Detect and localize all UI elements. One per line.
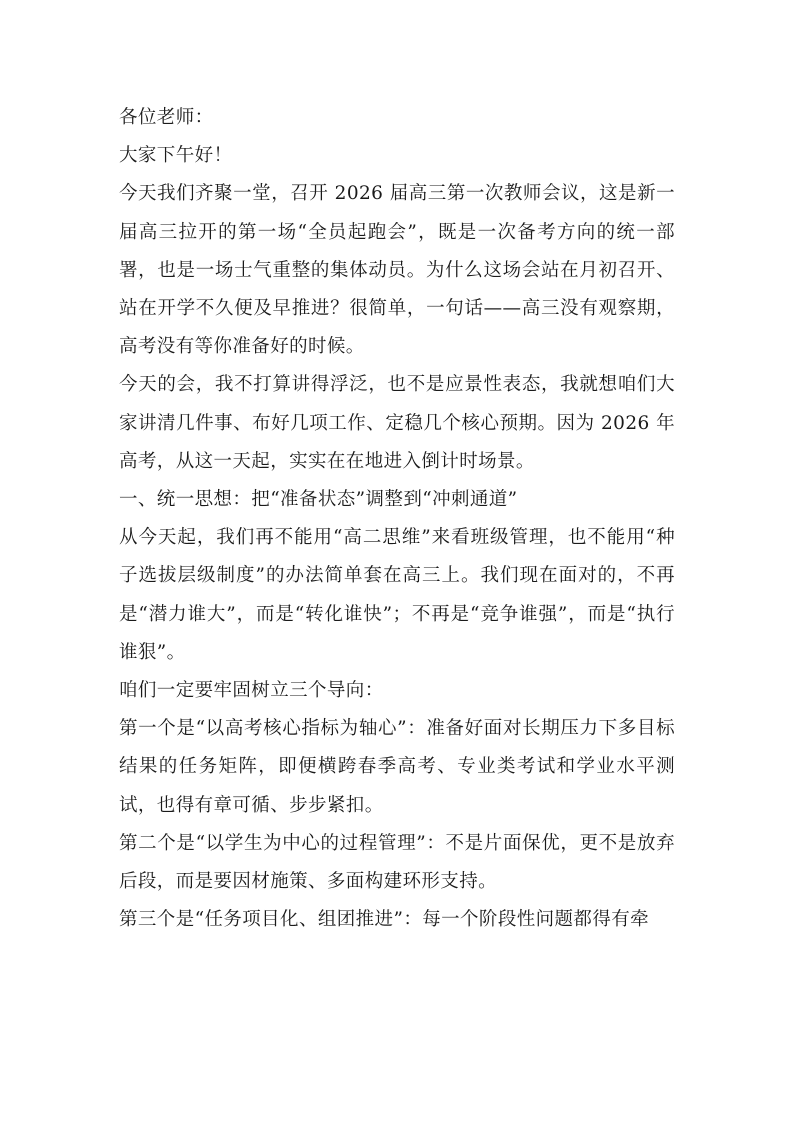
salutation: 各位老师：	[119, 107, 214, 128]
greeting: 大家下午好！	[119, 145, 233, 167]
document-page	[119, 99, 675, 939]
paragraph-mindset: 从今天起，我们再不能用“高二思维”来看班级管理，也不能用“种子选拔层级制度”的办法简单套在高三上。我们现在面对的，不再是“潜力谁大”，而是“转化谁快”；不再是“竞争谁强”，而是“执行谁狠”。	[119, 527, 675, 663]
paragraph-purpose: 今天的会，我不打算讲得浮泛，也不是应景性表态，我就想咱们大家讲清几件事、布好几项工作、定稳几个核心预期。因为 2026 年高考，从这一天起，实实在在地进入倒计时场景。	[119, 374, 675, 472]
section-heading-1: 一、统一思想：把“准备状态”调整到“冲刺通道”	[119, 489, 518, 511]
paragraph-orientation-3: 第三个是“任务项目化、组团推进”：每一个阶段性问题都得有牵	[119, 909, 650, 931]
paragraph-orientation-1: 第一个是“以高考核心指标为轴心”：准备好面对长期压力下多目标结果的任务矩阵，即便横跨春季高考、专业类考试和学业水平测试，也得有章可循、步步紧扣。	[119, 718, 675, 816]
paragraph-orientation-2: 第二个是“以学生为中心的过程管理”：不是片面保优，更不是放弃后段，而是要因材施策、多面构建环形支持。	[119, 832, 675, 893]
paragraph-intro: 今天我们齐聚一堂，召开 2026 届高三第一次教师会议，这是新一届高三拉开的第一场“全员起跑会”，既是一次备考方向的统一部署，也是一场士气重整的集体动员。为什么这场会站在月初召开、站在开学不久便及早推进？很简单，一句话——高三没有观察期，高考没有等你准备好的时候。	[119, 183, 675, 358]
paragraph-three-orientations: 咱们一定要牢固树立三个导向：	[119, 680, 384, 702]
